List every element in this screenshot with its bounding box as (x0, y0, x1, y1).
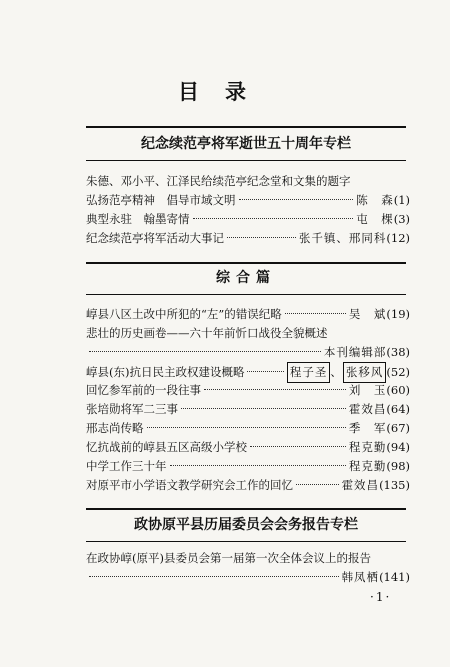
entry-page: (64) (386, 402, 410, 416)
toc-entry[interactable] (86, 172, 410, 191)
entry-title: 邢志尚传略 (86, 421, 144, 435)
entry-page: (19) (386, 307, 410, 321)
entry-title: 在政协崞(原平)县委员会第一届第一次全体会议上的报告 (86, 551, 371, 565)
leader-dots (193, 218, 354, 219)
entry-title: 崞县(东)抗日民主政权建设概略 (86, 365, 245, 379)
entry-page: (38) (386, 345, 410, 359)
entry-author: 霍效昌 (341, 478, 380, 492)
entry-title: 对原平市小学语文教学研究会工作的回忆 (86, 478, 293, 492)
entry-author: 季 军 (348, 421, 387, 435)
page-title: 目录 (178, 80, 272, 104)
entry-title: 张培勋将军二三事 (86, 402, 178, 416)
leader-dots (250, 446, 346, 447)
entry-page: (60) (386, 383, 410, 397)
entry-author: 程克勤 (348, 440, 387, 454)
section-rule-bottom (86, 541, 406, 542)
section-rule-top (86, 262, 406, 264)
entry-author: 刘 玉 (348, 383, 387, 397)
leader-dots (296, 484, 339, 485)
entry-title: 朱德、邓小平、江泽民给续范亭纪念堂和文集的题字 (86, 174, 351, 188)
section-rule-bottom (86, 294, 406, 295)
entry-author: 程克勤 (348, 459, 387, 473)
entry-author: 屯 棵 (356, 212, 394, 226)
leader-dots (147, 427, 346, 428)
toc-entry[interactable] (86, 229, 410, 248)
toc-entry[interactable] (86, 210, 410, 229)
section-rule-top (86, 126, 406, 128)
toc-entry[interactable] (86, 191, 410, 210)
entry-author-boxed: 程子圣 (287, 362, 331, 383)
leader-dots (89, 576, 339, 577)
toc-entry[interactable] (86, 457, 410, 476)
entry-title: 纪念续范亭将军活动大事记 (86, 231, 224, 245)
entry-author-boxed: 张移风 (343, 362, 387, 383)
leader-dots (285, 313, 346, 314)
entry-title: 悲壮的历史画卷——六十年前忻口战役全貌概述 (86, 326, 328, 340)
entry-author: 陈 森 (356, 193, 394, 207)
entry-page: (52) (386, 365, 410, 379)
entry-page: (98) (386, 459, 410, 473)
entry-title: 忆抗战前的崞县五区高级小学校 (86, 440, 247, 454)
toc-entry-continuation[interactable] (86, 343, 410, 362)
toc-entry[interactable] (86, 324, 410, 343)
entry-title: 典型永驻 翰墨寄情 (86, 212, 190, 226)
toc-entry[interactable] (86, 305, 410, 324)
entry-author: 韩凤栖 (341, 570, 380, 584)
author-separator: 、 (330, 365, 343, 379)
section-heading: 纪念续范亭将军逝世五十周年专栏 (141, 136, 351, 152)
entry-page: (1) (393, 193, 410, 207)
section-heading: 综合篇 (216, 270, 276, 286)
leader-dots (181, 408, 346, 409)
toc-entry[interactable] (86, 400, 410, 419)
entry-author: 霍效昌 (348, 402, 387, 416)
entry-title: 中学工作三十年 (86, 459, 167, 473)
entry-author: 张千镇、邢同科 (298, 231, 387, 245)
entry-page: (141) (379, 570, 410, 584)
entry-page: (67) (386, 421, 410, 435)
toc-entry[interactable] (86, 362, 410, 381)
entry-page: (135) (379, 478, 410, 492)
leader-dots (170, 465, 346, 466)
leader-dots (227, 237, 296, 238)
entry-title: 崞县八区土改中所犯的“左”的错误纪略 (86, 307, 282, 321)
leader-dots (247, 371, 283, 372)
entry-title: 回忆参军前的一段往事 (86, 383, 201, 397)
leader-dots (239, 199, 354, 200)
page-number: ·1· (370, 590, 392, 604)
section-rule-bottom (86, 160, 406, 161)
toc-entry[interactable] (86, 476, 410, 495)
leader-dots (204, 389, 346, 390)
section-rule-top (86, 508, 406, 510)
toc-entry[interactable] (86, 438, 410, 457)
toc-entry[interactable] (86, 549, 410, 568)
entry-title: 弘扬范亭精神 倡导市域文明 (86, 193, 236, 207)
entry-page: (3) (393, 212, 410, 226)
entry-page: (12) (386, 231, 410, 245)
entry-author: 本刊编辑部 (323, 345, 387, 359)
toc-entry[interactable] (86, 381, 410, 400)
entry-page: (94) (386, 440, 410, 454)
toc-entry-continuation[interactable] (86, 568, 410, 587)
toc-entry[interactable] (86, 419, 410, 438)
entry-author: 吴 斌 (348, 307, 387, 321)
section-heading: 政协原平县历届委员会会务报告专栏 (134, 517, 358, 533)
leader-dots (89, 351, 321, 352)
